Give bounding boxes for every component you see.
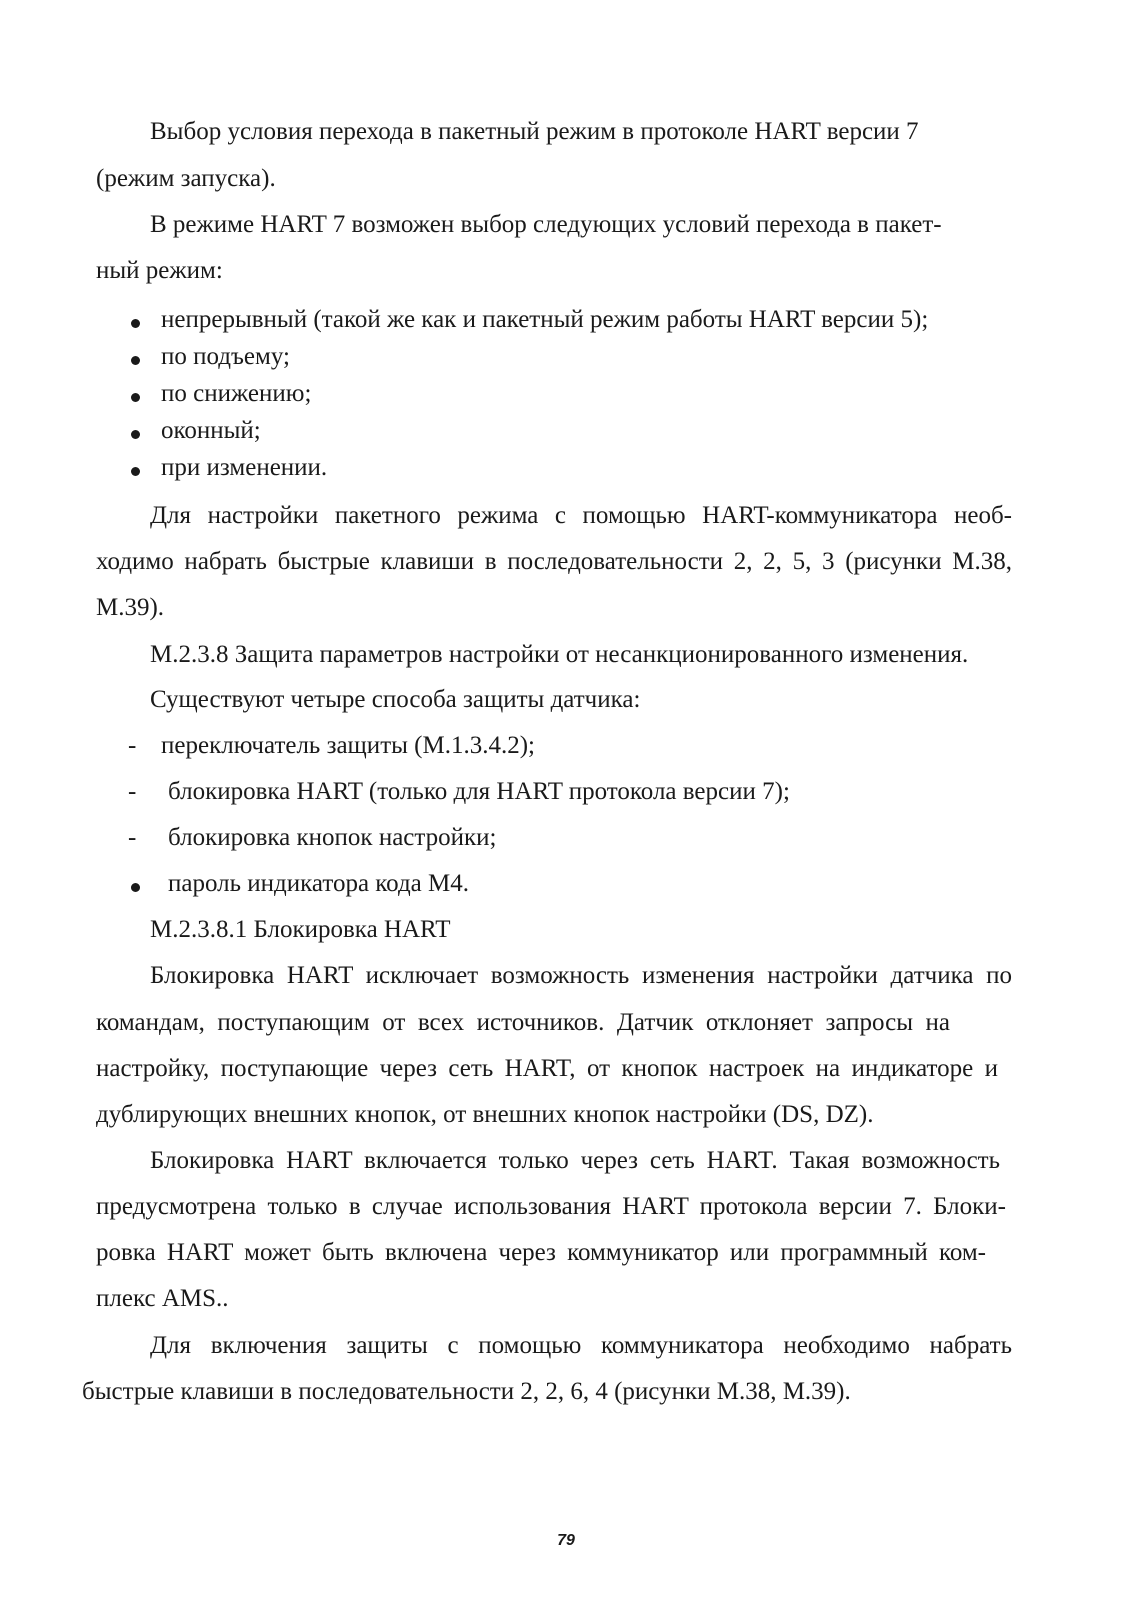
bullet-icon [131,467,140,476]
paragraph-3-line-2: ходимо набрать быстрые клавиши в последовательности 2, 2, 5, 3 (рисунки М.38, [96,548,1012,575]
page-number: 79 [557,1532,575,1549]
paragraph-5-line-2: командам, поступающим от всех источников. Датчик отклоняет запросы на [96,1009,950,1036]
paragraph-6-line-4: плекс AMS.. [96,1285,229,1312]
paragraph-3-line-1: Для настройки пакетного режима с помощью HART-коммуникатора необ- [150,502,1012,529]
paragraph-3-line-3: М.39). [96,594,165,621]
paragraph-5-line-4: дублирующих внешних кнопок, от внешних кнопок настройки (DS, DZ). [96,1101,874,1128]
dash-icon: - [128,778,137,805]
paragraph-6-line-1: Блокировка HART включается только через сеть HART. Такая возможность [150,1147,1000,1174]
paragraph-7-line-2: быстрые клавиши в последовательности 2, 2, 6, 4 (рисунки М.38, М.39). [82,1378,851,1405]
bullet-icon [131,430,140,439]
bullet-icon [131,319,140,328]
list-item: по подъему; [161,343,290,370]
dash-icon: - [128,824,137,851]
list-item: по снижению; [161,380,312,407]
list-item: блокировка кнопок настройки; [168,824,497,851]
list-item: переключатель защиты (М.1.3.4.2); [161,732,535,759]
list-item: оконный; [161,417,261,444]
paragraph-2-line-2: ный режим: [96,257,223,284]
bullet-icon [131,356,140,365]
bullet-icon [131,883,140,892]
bullet-icon [131,393,140,402]
list-item: непрерывный (такой же как и пакетный режим работы HART версии 5); [161,306,929,333]
list-item: пароль индикатора кода М4. [168,870,469,897]
paragraph-1-line-2: (режим запуска). [96,165,276,192]
paragraph-7-line-1: Для включения защиты с помощью коммуникатора необходимо набрать [150,1332,1012,1359]
paragraph-5-line-3: настройку, поступающие через сеть HART, от кнопок настроек на индикаторе и [96,1055,998,1082]
subsection-heading: М.2.3.8.1 Блокировка HART [150,916,451,943]
list-item: при изменении. [161,454,328,481]
paragraph-6-line-3: ровка HART может быть включена через коммуникатор или программный ком- [96,1239,986,1266]
paragraph-1-line-1: Выбор условия перехода в пакетный режим в протоколе HART версии 7 [150,118,919,145]
paragraph-2-line-1: В режиме HART 7 возможен выбор следующих условий перехода в пакет- [150,211,942,238]
dash-icon: - [128,732,137,759]
section-heading: М.2.3.8 Защита параметров настройки от несанкционированного изменения. [150,641,969,668]
paragraph-5-line-1: Блокировка HART исключает возможность изменения настройки датчика по [150,962,1012,989]
paragraph-4: Существуют четыре способа защиты датчика: [150,686,641,713]
list-item: блокировка HART (только для HART протокола версии 7); [168,778,790,805]
paragraph-6-line-2: предусмотрена только в случае использования HART протокола версии 7. Блоки- [96,1193,1006,1220]
